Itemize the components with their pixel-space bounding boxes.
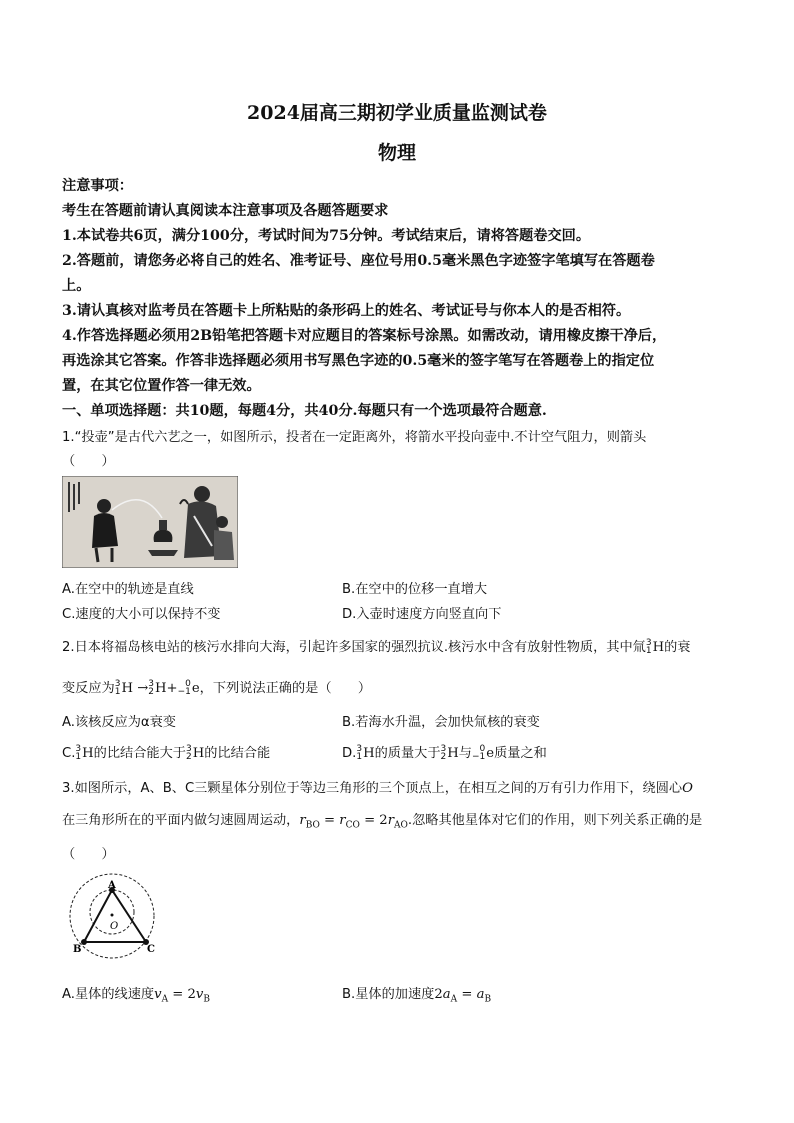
- q2-stem-b: 的衰: [664, 640, 691, 655]
- notice-item: 2.答题前，请您务必将自己的姓名、准考证号、座位号用0.5毫米黑色字迹签字笔填写在答题卷: [62, 253, 655, 269]
- label-c: C: [147, 944, 155, 955]
- q3-option-a: A.星体的线速度$v_A = 2v_B$: [62, 987, 210, 1005]
- q2-stem-a: 2.日本将福岛核电站的核污水排向大海，引起许多国家的强烈抗议.核污水中含有放射性物质，其中氚: [62, 640, 646, 655]
- q2-option-d: D.3 1H的质量大于3 2H与 0 −1e质量之和: [342, 744, 547, 762]
- q1-option-a: A.在空中的轨迹是直线: [62, 582, 194, 597]
- label-b: B: [73, 944, 82, 955]
- q3-stem-line1: 3.如图所示，A、B、C三颗星体分别位于等边三角形的三个顶点上，在相互之间的万有引力作用下，绕圆心O: [62, 781, 693, 796]
- tritium-symbol: 3 1: [645, 638, 652, 656]
- notice-intro: 考生在答题前请认真阅读本注意事项及各题答题要求: [62, 203, 389, 219]
- q1-option-d: D.入壶时速度方向竖直向下: [342, 607, 502, 622]
- q1-option-b: B.在空中的位移一直增大: [342, 582, 488, 597]
- notice-item: 再选涂其它答案。作答非选择题必须用书写黑色字迹的0.5毫米的签字笔写在答题卷上的指定位: [62, 353, 655, 369]
- notice-item: 3.请认真核对监考员在答题卡上所粘贴的条形码上的姓名、考试证号与你本人的是否相符。: [62, 303, 631, 319]
- q3-stem-line2: 在三角形所在的平面内做匀速圆周运动，$r_{BO} = r_{CO} = 2r_{AO}$.忽略其他星体对它们的作用，则下列关系正确的是: [62, 813, 703, 831]
- notice-item: 4.作答选择题必须用2B铅笔把答题卡对应题目的答案标号涂黑。如需改动，请用橡皮擦干净后，: [62, 328, 667, 344]
- q1-option-c: C.速度的大小可以保持不变: [62, 607, 221, 622]
- q2-stem-line2: 变反应为3 1H →3 2H+ 0 −1e，下列说法正确的是（ ）: [62, 679, 372, 697]
- notice-heading: 注意事项：: [62, 178, 133, 194]
- section-heading: 一、单项选择题：共10题，每题4分，共40分.每题只有一个选项最符合题意.: [62, 403, 547, 419]
- q2-stem-c: 变反应为: [62, 681, 115, 696]
- notice-item: 1.本试卷共6页，满分100分，考试时间为75分钟。考试结束后，请将答题卷交回。: [62, 228, 591, 244]
- q2-option-b: B.若海水升温，会加快氚核的衰变: [342, 715, 540, 730]
- q3-orbit-figure: [64, 872, 160, 960]
- q2-option-c: C.3 1H的比结合能大于3 2H的比结合能: [62, 744, 271, 762]
- q3-option-b: B.星体的加速度$2a_A = a_B$: [342, 987, 492, 1005]
- notice-item: 置，在其它位置作答一律无效。: [62, 378, 261, 394]
- exam-title: 2024届高三期初学业质量监测试卷: [247, 102, 547, 124]
- label-a: A: [108, 880, 116, 891]
- q2-option-a: A.该核反应为α衰变: [62, 715, 176, 730]
- q1-stem: 1.“投壶”是古代六艺之一，如图所示，投者在一定距离外，将箭水平投向壶中.不计空气阻力，则箭头: [62, 430, 647, 445]
- q2-stem-d: ，下列说法正确的是（ ）: [199, 681, 372, 696]
- q2-stem-line1: 2.日本将福岛核电站的核污水排向大海，引起许多国家的强烈抗议.核污水中含有放射性物质，其中氚3 1H的衰: [62, 638, 691, 656]
- q3-bracket: （ ）: [62, 847, 115, 862]
- exam-subject: 物理: [377, 142, 416, 164]
- q1-painting-figure: [62, 476, 238, 568]
- notice-item: 上。: [62, 278, 91, 294]
- q1-bracket: （ ）: [62, 454, 115, 469]
- label-o: O: [110, 921, 119, 932]
